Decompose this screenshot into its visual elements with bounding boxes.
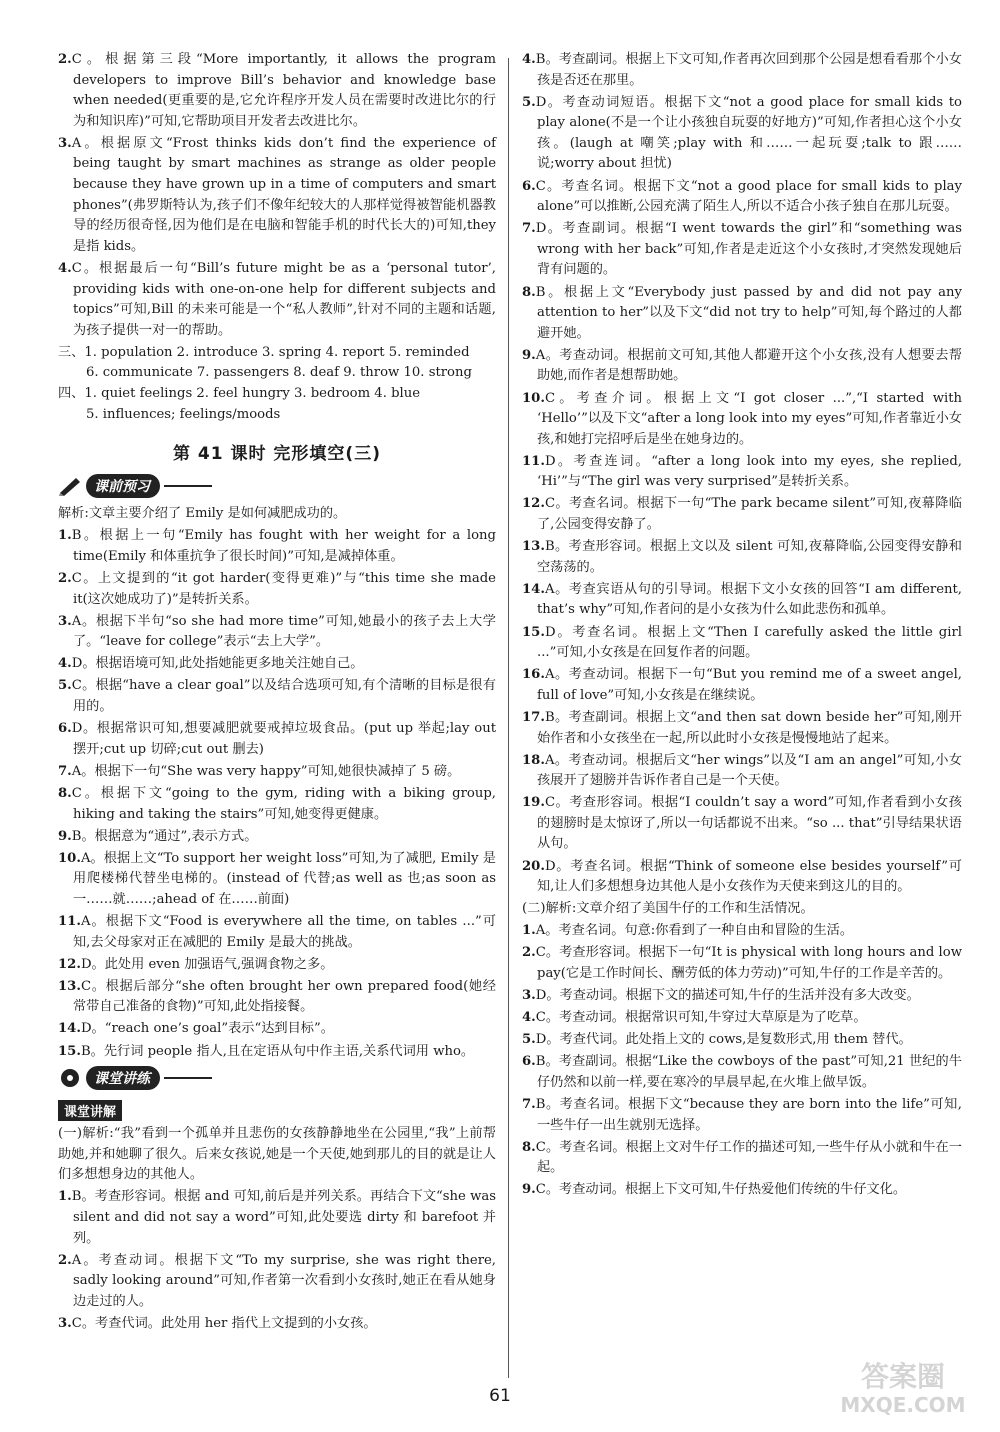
right-column [522,50,962,1203]
item-number: 8. [522,284,536,300]
answer-item [522,986,962,1007]
answer-item [522,1008,962,1029]
answer-block-reading [58,50,496,341]
item-number: 11. [58,913,81,929]
item-number: 1. [522,923,536,939]
item-number: 15. [58,1043,81,1059]
answer-item [522,580,962,621]
answer-item [58,1019,496,1040]
watermark-bottom: MXQE.COM [840,1393,966,1417]
item-text: C。考查形容词。根据“I couldn’t say a word”可知,作者看到小女孩的翅膀时是太惊讶了,所以一句话都说不出来。“so ... that”引导结果状语从句。 [537,795,962,852]
item-number: 17. [522,709,545,725]
vocab-line: 6. communicate 7. passengers 8. deaf 9. throw 10. strong [86,365,472,381]
page-number: 61 [489,1386,511,1406]
item-number: 3. [58,613,72,629]
column-divider [508,58,509,1378]
class-banner [58,1066,496,1090]
answer-block-cowboys [522,921,962,1201]
item-text: A。考查动词。根据下一句“But you remind me of a sweet angel, full of love”可知,小女孩是在继续说。 [537,667,962,703]
answer-item [58,259,496,341]
item-text: B。考查名词。根据下文“because they are born into the life”可知,一些牛仔一出生就别无选择。 [535,1097,962,1133]
preview-intro: 解析:文章主要介绍了 Emily 是如何减肥成功的。 [58,506,347,522]
answer-item [522,921,962,942]
item-text: D。此处用 even 加强语气,强调食物之多。 [80,956,334,972]
answer-item [522,346,962,387]
item-text: D。考查名词。根据上文“Then I carefully asked the little girl ...”可知,小女孩是在回复作者的问题。 [537,624,962,661]
item-text: A。考查宾语从句的引导词。根据下文小女孩的回答“I am different, that’s why”可知,作者问的是小女孩为什么如此悲伤和孤单。 [537,581,962,618]
vocab-line: 三、1. population 2. introduce 3. spring 4. report 5. reminded [58,344,470,360]
item-number: 7. [522,1097,536,1113]
target-icon [58,1067,84,1089]
item-text: C。考查介词。根据上文“I got closer ...”,“I started with ‘Hello’”以及下文“after a long look into my eyes”可知,作者靠近小女孩,和她打完招呼后是坐在她身边的。 [537,390,962,447]
item-text: C。根据“have a clear goal”以及结合选项可知,有个清晰的目标是很有用的。 [71,678,496,715]
watermark-top: 答案圈 [860,1360,946,1393]
item-text: C。根据后部分“she often brought her own prepared food(她经常带自己准备的食物)”可知,此处指接餐。 [73,978,496,1015]
item-number: 10. [58,850,81,866]
section-label: 课堂讲解 [58,1100,122,1121]
item-text: C。考查形容词。根据下一句“It is physical with long hours and low pay(它是工作时间长、酬劳低的体力劳动)”可知,牛仔的工作是辛苦的。 [535,945,962,982]
item-number: 16. [522,667,545,683]
item-text: A。考查动词。根据下文“To my surprise, she was right there, sadly looking around”可知,作者第一次看到小女孩时,她正在看从她身边走过的人。 [71,1252,496,1309]
pencil-icon [58,475,84,497]
banner-label: 课堂讲练 [86,1066,160,1090]
item-text: A。考查动词。根据前文可知,其他人都避开这个小女孩,没有人想要去帮助她,而作者是想帮助她。 [535,347,962,384]
answer-item [522,943,962,984]
answer-item [58,526,496,567]
lesson-title: 第 41 课时 完形填空(三) [173,444,381,465]
answer-item [522,708,962,749]
answer-item [58,676,496,717]
item-number: 6. [522,178,536,194]
answer-item [58,1187,496,1249]
item-text: C。根据最后一句“Bill’s future might be as a ‘personal tutor’, providing kids with one-on-one help for different subjects and topics”可知,Bill 的未来可能是一个“私人教师”,针对不同的主题和话题,为孩子提供一对一的帮助。 [71,260,496,338]
answer-item [522,1180,962,1201]
answer-item [58,784,496,825]
answer-item [522,219,962,281]
item-number: 5. [522,94,536,110]
answer-item [522,177,962,218]
item-number: 8. [522,1139,536,1155]
item-number: 2. [58,570,72,586]
item-number: 1. [58,1189,72,1205]
answer-item [522,93,962,175]
item-text: C。根据第三段“More importantly, it allows the program developers to improve Bill’s behavior and knowledge base when needed(更重要的是,它允许程序开发人员在需要时改进比尔的行为和知识库)”可知,它帮助项目开发者去改进比尔。 [71,52,496,129]
answer-item [58,50,496,132]
item-number: 2. [58,52,72,67]
answer-item [58,1042,496,1063]
item-number: 9. [522,1182,536,1198]
item-text: B。根据上文“Everybody just passed by and did not pay any attention to her”以及下文“did not try to help”可知,每个路过的人都避开她。 [535,284,962,341]
item-text: D。考查名词。根据“Think of someone else besides yourself”可知,让人们多想想身边其他人是小女孩作为天使来到这儿的目的。 [537,858,962,895]
answer-item [58,569,496,610]
item-number: 7. [58,763,72,779]
item-text: D。考查动词短语。根据下文“not a good place for small kids to play alone(不是一个让小孩独自玩耍的好地方)”可知,作者担心这个小女孩。(laugh at 嘲笑;play with 和……一起玩耍;talk to 跟……说;worry about 担忧) [535,94,962,172]
item-text: B。考查副词。根据上下文可知,作者再次回到那个公园是想看看那个小女孩是否还在那里。 [535,52,962,88]
item-text: D。考查副词。根据“I went towards the girl”和“something was wrong with her back”可知,作者是走近这个小女孩时,才突然发现她后背有问题的。 [535,221,962,278]
item-number: 7. [522,221,536,237]
item-text: C。上文提到的“it got harder(变得更难)”与“this time she made it(这次她成功了)”是转折关系。 [71,570,496,607]
banner-rule [164,1077,212,1079]
item-text: C。根据下文“going to the gym, riding with a biking group, hiking and taking the stairs”可知,她变得更健康。 [71,785,496,822]
item-text: A。根据上文“To support her weight loss”可知,为了减肥, Emily 是用爬楼梯代替坐电梯的。(instead of 代替;as well as 也;as soon as 一……就……;ahead of 在……前面) [73,850,496,907]
item-text: A。根据下文“Food is everywhere all the time, on tables ...”可知,去父母家对正在减肥的 Emily 是最大的挑战。 [73,913,496,950]
answer-item [58,912,496,953]
item-text: D。根据语境可知,此处指她能更多地关注她自己。 [71,656,364,672]
item-number: 6. [522,1054,536,1070]
item-text: B。考查形容词。根据上文以及 silent 可知,夜幕降临,公园变得安静和空荡荡的。 [537,539,962,575]
item-text: B。考查副词。根据上文“and then sat down beside her”可知,刚开始作者和小女孩坐在一起,所以此时小女孩是慢慢地站了起来。 [537,709,962,746]
answer-item [522,857,962,898]
answer-item [58,827,496,848]
item-number: 5. [58,678,72,694]
item-text: B。先行词 people 指人,且在定语从句中作主语,关系代词用 who。 [80,1043,475,1059]
answer-block-class-continued [522,50,962,898]
item-text: A。根据下一句“She was very happy”可知,她很快减掉了 5 磅。 [71,763,461,779]
item-text: C。考查名词。根据下文“not a good place for small kids to play alone”可以推断,公园充满了陌生人,所以不适合小孩子独自在那儿玩耍。 [535,178,962,215]
vocab-line: 5. influences; feelings/moods [86,406,281,422]
item-number: 14. [522,581,545,597]
item-number: 3. [522,988,536,1004]
item-text: A。考查名词。句意:你看到了一种自由和冒险的生活。 [535,923,854,939]
vocab-section-4 [58,384,496,425]
item-text: A。根据下半句“so she had more time”可知,她最小的孩子去上大学了。“leave for college”表示“去上大学”。 [71,613,496,650]
item-number: 1. [58,528,72,544]
item-text: B。考查副词。根据“Like the cowboys of the past”可知,21 世纪的牛仔仍然和以前一样,要在寒冷的早晨早起,在火堆上做早饭。 [535,1054,962,1090]
item-number: 3. [58,1315,72,1331]
answer-item [522,494,962,535]
answer-item [58,1251,496,1313]
answer-item [522,283,962,345]
item-number: 9. [58,828,72,844]
answer-block-preview [58,526,496,1062]
banner-rule [164,485,212,487]
item-number: 15. [522,624,545,640]
item-text: A。根据原文“Frost thinks kids don’t find the experience of being taught by smart machines as strange as older people because they have grown up in a time of computers and smart phones”(弗罗斯特认为,孩子们不像年纪较大的人那样觉得被智能机器教导的经历很奇怪,因为他们是在电脑和智能手机的时代长大的)可知,they 是指 kids。 [71,135,496,254]
answer-item [522,623,962,664]
answer-item [58,612,496,653]
item-number: 2. [522,945,536,961]
item-number: 13. [58,978,81,994]
answer-item [522,1052,962,1093]
item-text: D。“reach one’s goal”表示“达到目标”。 [80,1021,334,1037]
item-text: D。考查代词。此处指上文的 cows,是复数形式,用 them 替代。 [535,1032,912,1048]
answer-item [58,762,496,783]
item-number: 19. [522,795,545,811]
answer-item [522,793,962,855]
answer-item [522,1095,962,1136]
answer-item [58,955,496,976]
item-number: 10. [522,390,545,406]
answer-item [522,751,962,792]
item-number: 20. [522,858,545,874]
answer-item [522,50,962,91]
item-text: C。考查动词。根据上下文可知,牛仔热爱他们传统的牛仔文化。 [535,1182,907,1198]
answer-item [522,389,962,451]
class-intro: (一)解析:“我”看到一个孤单并且悲伤的女孩静静地坐在公园里,“我”上前帮助她,并和她聊了很久。后来女孩说,她是一个天使,她到那儿的目的就是让人们多想想身边的其他人。 [58,1126,496,1183]
item-number: 4. [58,260,72,276]
item-number: 8. [58,785,72,801]
answer-block-class [58,1187,496,1334]
item-text: D。根据常识可知,想要减肥就要戒掉垃圾食品。(put up 举起;lay out 摆开;cut up 切碎;cut out 删去) [71,721,496,757]
item-text: C。考查名词。根据下一句“The park became silent”可知,夜幕降临了,公园变得安静了。 [537,496,962,533]
item-number: 2. [58,1252,72,1268]
answer-item [58,654,496,675]
item-number: 18. [522,752,545,768]
answer-item [522,452,962,493]
answer-item [58,719,496,760]
vocab-section-3 [58,343,496,384]
answer-item [522,665,962,706]
item-text: C。考查名词。根据上文对牛仔工作的描述可知,一些牛仔从小就和牛在一起。 [535,1139,962,1176]
item-text: B。考查形容词。根据 and 可知,前后是并列关系。再结合下文“she was silent and did not say a word”可知,此处要选 dirty 和 barefoot 并列。 [71,1189,496,1246]
answer-item [58,849,496,911]
item-text: C。考查动词。根据常识可知,牛穿过大草原是为了吃草。 [535,1010,867,1026]
item-number: 4. [522,52,536,67]
item-text: C。考查代词。此处用 her 指代上文提到的小女孩。 [71,1315,377,1331]
answer-item [522,1138,962,1179]
item-number: 6. [58,721,72,737]
item-number: 11. [522,453,545,469]
item-number: 9. [522,347,536,363]
part2-intro: (二)解析:文章介绍了美国牛仔的工作和生活情况。 [522,901,814,917]
item-number: 5. [522,1032,536,1048]
item-text: B。根据上一句“Emily has fought with her weight for a long time(Emily 和体重抗争了很长时间)”可知,是减掉体重。 [71,528,496,564]
item-number: 14. [58,1021,81,1037]
answer-item [58,134,496,258]
item-number: 12. [522,496,545,512]
vocab-line: 四、1. quiet feelings 2. feel hungry 3. bedroom 4. blue [58,386,421,401]
item-number: 12. [58,956,81,972]
banner-label: 课前预习 [86,474,160,498]
left-column [58,50,496,1336]
item-text: D。考查动词。根据下文的描述可知,牛仔的生活并没有多大改变。 [535,988,920,1004]
item-text: D。考查连词。“after a long look into my eyes, she replied, ‘Hi’”与“The girl was very surprised”是转折关系。 [537,453,962,490]
answer-item [58,1314,496,1335]
answer-item [522,537,962,578]
preview-banner [58,474,496,498]
item-text: B。根据意为“通过”,表示方式。 [71,828,258,844]
item-number: 13. [522,539,545,555]
item-number: 4. [58,656,72,672]
item-number: 3. [58,135,72,151]
item-number: 4. [522,1010,536,1026]
answer-item [522,1030,962,1051]
answer-item [58,977,496,1018]
watermark-logo [828,1356,978,1420]
item-text: A。考查动词。根据后文“her wings”以及“I am an angel”可知,小女孩展开了翅膀并告诉作者自己是一个天使。 [537,752,962,789]
